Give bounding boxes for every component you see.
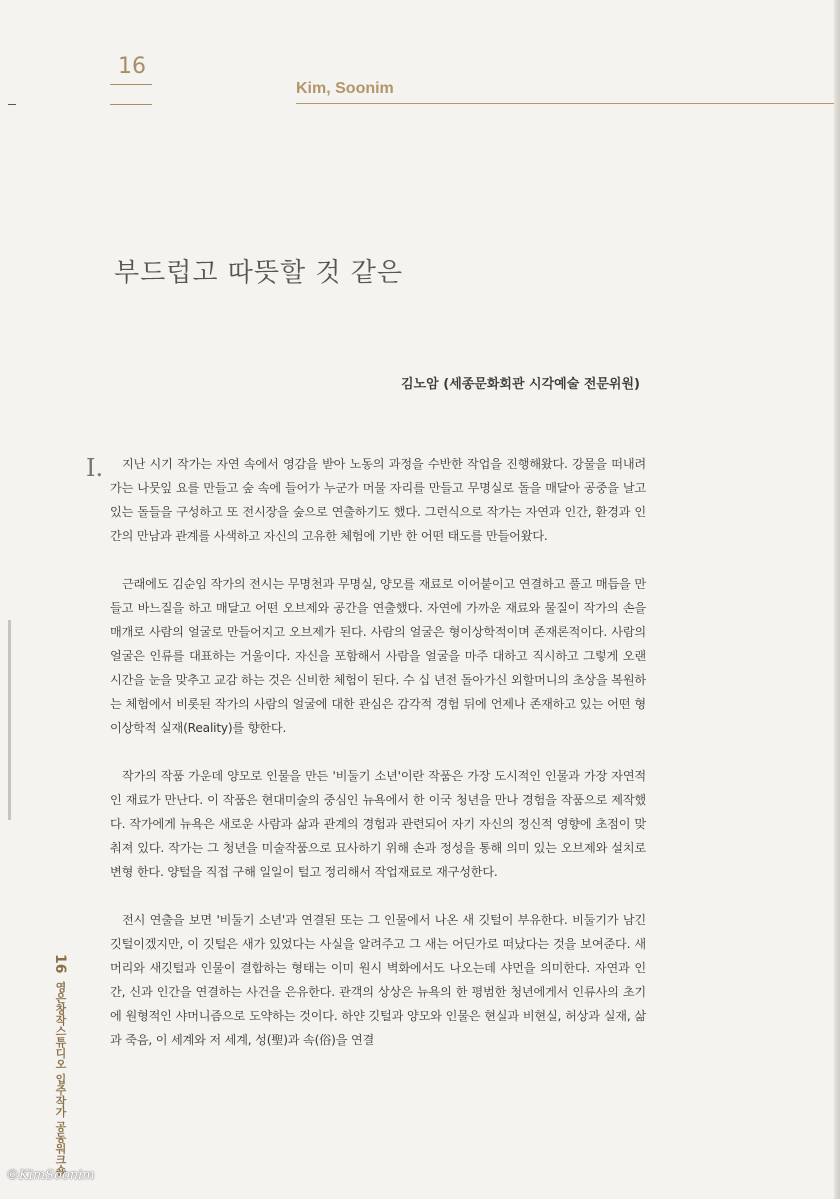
running-header-name: Kim, Soonim [296,80,394,97]
running-header-rule [296,103,834,104]
section-numeral: I. [86,454,104,482]
paragraph: 전시 연출을 보면 '비둘기 소년'과 연결된 또는 그 인물에서 나온 새 깃털이 부유한다. 비둘기가 남긴 깃털이겠지만, 이 깃털은 새가 있었다는 사실을 알려주고 그 새는 어딘가로 떠났다는 것을 보여준다. 새머리와 새깃털과 인물이 결합하는 형태는 이미 원시 벽화에서도 나오는데 샤먼을 의미한다. 자연과 인간, 신과 인간을 연결하는 사건을 은유한다. 관객의 상상은 뉴욕의 한 평범한 청년에게서 인류사의 초기에 원형적인 샤머니즘으로 도약하는 것이다. 하얀 깃털과 양모와 인물은 현실과 비현실, 허상과 실재, 삶과 죽음, 이 세계와 저 세계, 성(聖)과 속(俗)을 연결 [110,913,646,1047]
paragraph: 지난 시기 작가는 자연 속에서 영감을 받아 노동의 과정을 수반한 작업을 진행해왔다. 강물을 떠내려가는 나뭇잎 요를 만들고 숲 속에 들어가 누군가 머물 자리를 만들고 무명실로 돌을 매달아 공중을 날고 있는 돌들을 구성하고 또 전시장을 숲으로 연출하기도 했다. 그런식으로 작가는 자연과 인간, 환경과 인간의 만남과 관계를 사색하고 자신의 고유한 체험에 기반 한 어떤 태도를 만들어왔다. [110,457,646,543]
copyright-watermark: ©KimSoonim [6,1168,95,1183]
page-number-rule-bottom [110,104,152,105]
article-body [110,452,646,1076]
paragraph: 작가의 작품 가운데 양모로 인물을 만든 '비둘기 소년'이란 작품은 가장 도시적인 인물과 가장 자연적인 재료가 만난다. 이 작품은 현대미술의 중심인 뉴욕에서 한 이국 청년을 만나 경험을 작품으로 제작했다. 작가에게 뉴욕은 새로운 사람과 삶과 관계의 경험과 관련되어 자기 자신의 정신적 영향에 초점이 맞춰져 있다. 작가는 그 청년을 미술작품으로 묘사하기 위해 손과 정성을 통해 의미 있는 오브제와 설치로 변형 한다. 양털을 직접 구해 일일이 털고 정리해서 작업재료로 재구성한다. [110,769,646,879]
page-number: 16 [118,54,146,79]
paragraph: 근래에도 김순임 작가의 전시는 무명천과 무명실, 양모를 재료로 이어붙이고 연결하고 풀고 매듭을 만들고 바느질을 하고 매달고 어떤 오브제와 공간을 연출했다. 자연에 가까운 재료와 물질이 작가의 손을 매개로 사람의 얼굴로 만들어지고 오브제가 된다. 사람의 얼굴은 형이상학적이며 존재론적이다. 사람의 얼굴은 인류를 대표하는 거울이다. 자신을 포함해서 사람을 얼굴을 마주 대하고 직시하고 그렇게 오랜 시간을 눈을 맞추고 교감 하는 것은 신비한 체험이 된다. 수 십 년전 돌아가신 외할머니의 초상을 복원하는 체험에서 비롯된 작가의 사람의 얼굴에 대한 관심은 감각적 경험 뒤에 언제나 존재하고 있는 어떤 형이상학적 실재(Reality)를 향한다. [110,577,646,735]
crop-mark [8,104,16,105]
author-byline: 김노암 (세종문화회관 시각예술 전문위원) [401,377,640,392]
sidebar-page-number: 16 [52,954,68,974]
article-title: 부드럽고 따뜻할 것 같은 [114,258,403,288]
page-edge [834,0,840,1199]
sidebar-running-title [52,954,68,1176]
page-number-rule-top [110,84,152,85]
sidebar-text: 영은창작스튜디오 입주작가 공동워크숍 [54,981,67,1176]
binding-shadow [8,620,11,820]
